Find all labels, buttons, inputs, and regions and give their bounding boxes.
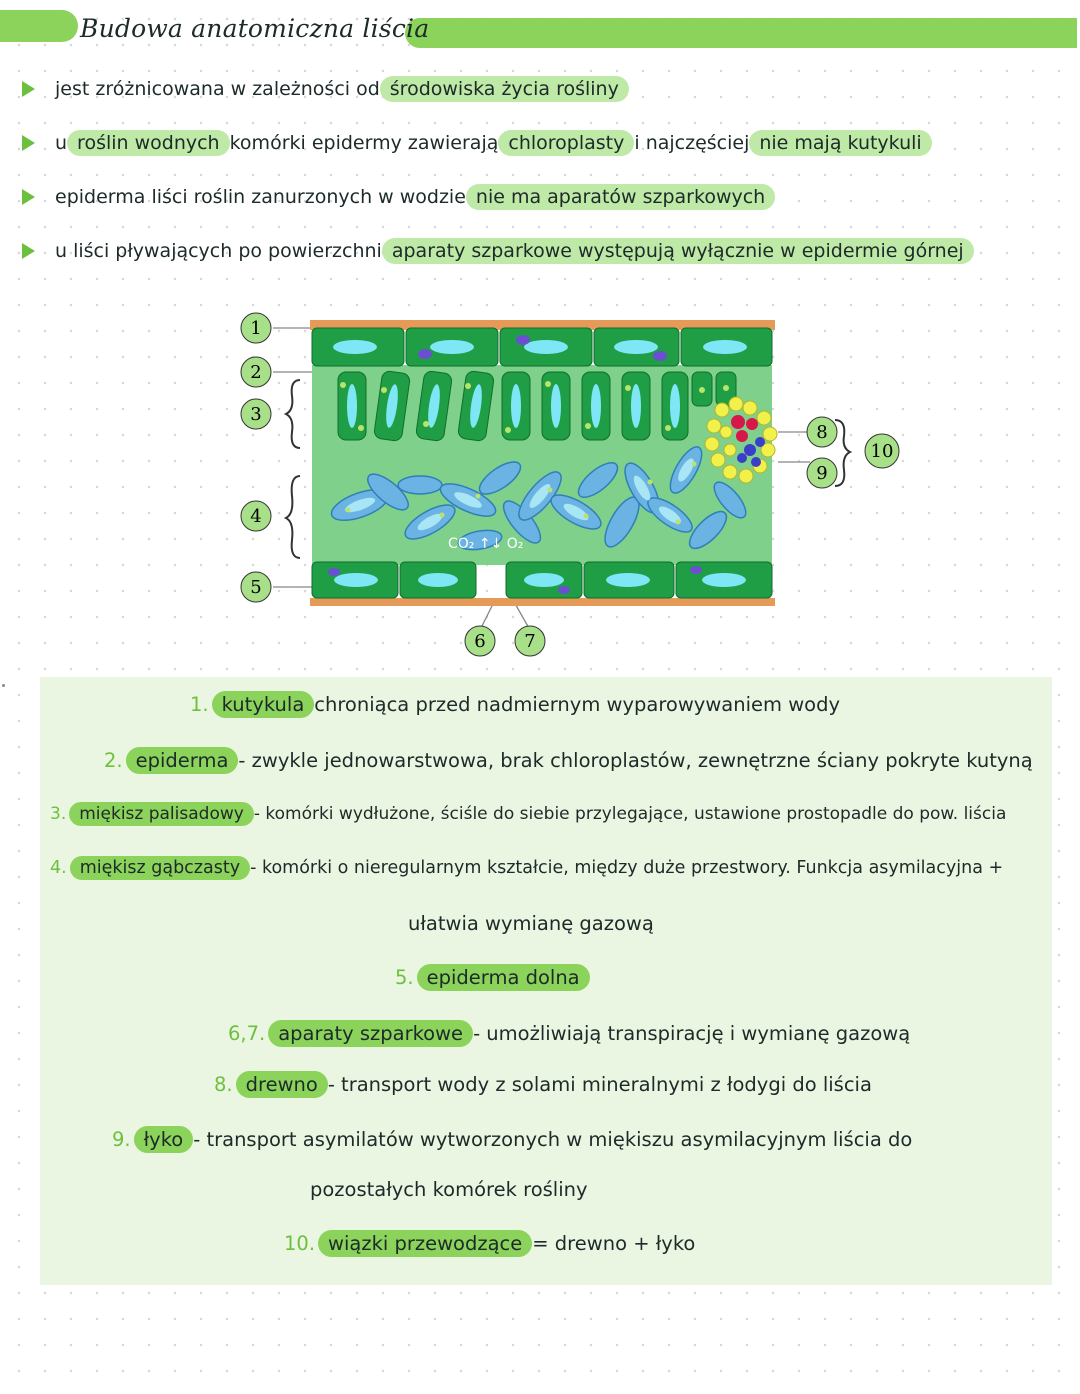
svg-text:9: 9 <box>816 463 828 484</box>
triangle-bullet-icon <box>22 243 35 259</box>
legend-number: 8. <box>214 1073 233 1096</box>
bullet-highlight: środowiska życia rośliny <box>380 76 629 102</box>
bullet-highlight: chloroplasty <box>498 130 634 156</box>
legend-term: łyko <box>134 1126 194 1153</box>
legend-term: drewno <box>236 1071 328 1098</box>
legend-item-2 <box>104 747 1033 774</box>
svg-text:5: 5 <box>250 577 262 598</box>
gas-exchange-label: CO₂ ↑↓ O₂ <box>448 536 524 552</box>
lower-epidermis <box>312 562 772 598</box>
legend-item-4-continued <box>408 912 654 935</box>
bullet-2 <box>22 126 932 160</box>
legend-description: - transport asymilatów wytworzonych w miękiszu asymilacyjnym liścia do <box>193 1128 913 1151</box>
label-3 <box>241 399 271 429</box>
label-8 <box>807 417 837 447</box>
bullet-text: u liści pływających po powierzchni <box>55 240 382 262</box>
label-5 <box>241 572 271 602</box>
legend-number: 9. <box>112 1128 131 1151</box>
svg-text:10: 10 <box>870 441 894 462</box>
legend-item-1 <box>190 691 840 718</box>
legend-description: chroniąca przed nadmiernym wyparowywaniem wody <box>314 693 841 716</box>
svg-text:3: 3 <box>250 404 262 425</box>
legend-item-4 <box>50 856 1003 880</box>
triangle-bullet-icon <box>22 81 35 97</box>
legend-item-6-7 <box>228 1020 910 1047</box>
svg-text:2: 2 <box>250 362 262 383</box>
legend-number: 5. <box>395 966 414 989</box>
label-2 <box>241 357 271 387</box>
legend-description: - komórki o nieregularnym kształcie, między duże przestwory. Funkcja asymilacyjna + <box>250 858 1004 878</box>
legend-description: = drewno + łyko <box>532 1232 696 1255</box>
label-1 <box>241 313 271 343</box>
legend-description: - umożliwiają transpirację i wymianę gazową <box>473 1022 911 1045</box>
cuticle-lower <box>310 598 775 606</box>
bullet-highlight: roślin wodnych <box>67 130 230 156</box>
bullet-highlight: nie mają kutykuli <box>749 130 931 156</box>
bullet-text: u <box>55 132 68 154</box>
triangle-bullet-icon <box>22 135 35 151</box>
dot-marker <box>2 684 5 687</box>
legend-term: miękisz gąbczasty <box>70 856 250 880</box>
legend-number: 10. <box>284 1232 316 1255</box>
legend-item-10 <box>284 1230 695 1257</box>
legend-description: ułatwia wymianę gazową <box>408 912 654 935</box>
label-4 <box>241 501 271 531</box>
legend-item-5 <box>395 964 590 991</box>
legend-number: 6,7. <box>228 1022 266 1045</box>
legend-item-3 <box>50 802 1006 826</box>
legend-term: kutykula <box>212 691 315 718</box>
bullet-text: epiderma liści roślin zanurzonych w wodzie <box>55 186 466 208</box>
label-10 <box>865 434 899 468</box>
page-title: Budowa anatomiczna liścia <box>80 14 430 43</box>
title-accent-right <box>405 18 1077 48</box>
svg-text:7: 7 <box>524 631 536 652</box>
svg-text:8: 8 <box>816 422 828 443</box>
legend-term: aparaty szparkowe <box>268 1020 473 1047</box>
bullet-text: i najczęściej <box>634 132 750 154</box>
svg-text:4: 4 <box>250 506 262 527</box>
bullet-highlight: aparaty szparkowe występują wyłącznie w epidermie górnej <box>382 238 974 264</box>
bullet-3 <box>22 180 775 214</box>
legend-item-9 <box>112 1126 912 1153</box>
legend-term: miękisz palisadowy <box>69 802 254 826</box>
bullet-highlight: nie ma aparatów szparkowych <box>466 184 775 210</box>
bullet-1 <box>22 72 629 106</box>
label-6 <box>465 626 495 656</box>
label-7 <box>515 626 545 656</box>
legend-number: 3. <box>50 804 67 824</box>
svg-text:1: 1 <box>250 318 262 339</box>
legend-item-9-continued <box>310 1178 588 1201</box>
label-9 <box>807 458 837 488</box>
bullet-4 <box>22 234 974 268</box>
bullet-text: komórki epidermy zawierają <box>229 132 499 154</box>
legend-item-8 <box>214 1071 872 1098</box>
legend-description: pozostałych komórek rośliny <box>310 1178 588 1201</box>
legend-number: 4. <box>50 858 67 878</box>
legend-description: - transport wody z solami mineralnymi z łodygi do liścia <box>327 1073 872 1096</box>
title-accent-left <box>0 10 78 42</box>
leaf-cross-section-diagram <box>230 300 930 670</box>
legend-term: epiderma dolna <box>417 964 590 991</box>
bullet-text: jest zróżnicowana w zależności od <box>55 78 380 100</box>
legend-number: 1. <box>190 693 209 716</box>
upper-epidermis <box>312 328 772 366</box>
legend-number: 2. <box>104 749 123 772</box>
legend-term: wiązki przewodzące <box>318 1230 532 1257</box>
legend-term: epiderma <box>126 747 239 774</box>
legend-description: - komórki wydłużone, ściśle do siebie przylegające, ustawione prostopadle do pow. liścia <box>253 804 1007 824</box>
triangle-bullet-icon <box>22 189 35 205</box>
svg-text:6: 6 <box>474 631 486 652</box>
legend-description: - zwykle jednowarstwowa, brak chloroplastów, zewnętrzne ściany pokryte kutyną <box>238 749 1033 772</box>
